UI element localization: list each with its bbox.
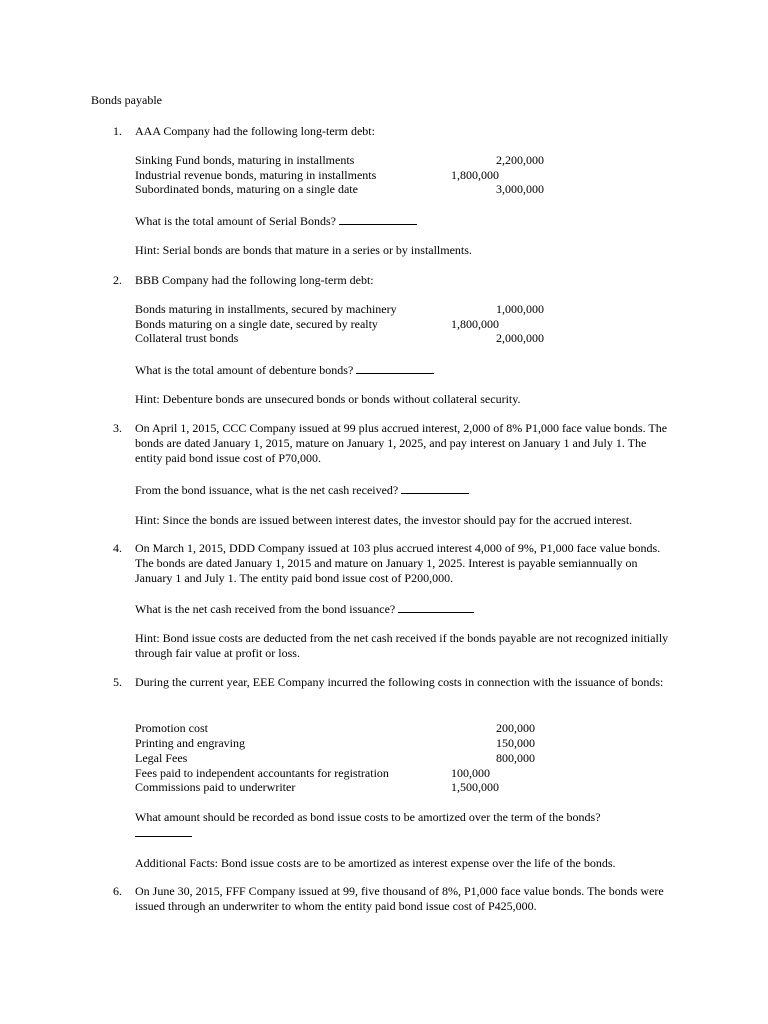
question-intro: BBB Company had the following long-term debt: <box>135 273 374 287</box>
question-number: 2. <box>113 273 122 287</box>
question-text: On April 1, 2015, CCC Company issued at 99 plus accrued interest, 2,000 of 8% P1,000 face value bonds. The bonds are dated January 1, 2015, mature on January 1, 2025, and pay interest on January 1 and July 1. The entity paid bond issue cost of P70,000. <box>135 421 668 465</box>
answer-blank <box>398 601 474 613</box>
question-text: From the bond issuance, what is the net cash received? <box>135 483 399 497</box>
cost-row-amount: 150,000 <box>496 736 535 750</box>
cost-row-label: Fees paid to independent accountants for registration <box>135 766 389 780</box>
cost-row-amount: 1,500,000 <box>451 780 499 794</box>
debt-row-label: Bonds maturing on a single date, secured by realty <box>135 317 378 331</box>
question-text: On June 30, 2015, FFF Company issued at 99, five thousand of 8%, P1,000 face value bonds. The bonds were issued through an underwriter to whom the entity paid bond issue cost of P425,000. <box>135 884 664 913</box>
question-prompt <box>135 601 474 617</box>
debt-row-label: Industrial revenue bonds, maturing in installments <box>135 168 377 182</box>
question-number: 6. <box>113 884 122 898</box>
cost-row-amount: 800,000 <box>496 751 535 765</box>
additional-facts: Additional Facts: Bond issue costs are to be amortized as interest expense over the life of the bonds. <box>135 856 616 870</box>
question-text: On March 1, 2015, DDD Company issued at 103 plus accrued interest 4,000 of 9%, P1,000 face value bonds. The bonds are dated January 1, 2015 and mature on January 1, 2025. Interest is payable semiannually on January 1 and July 1. The entity paid bond issue cost of P200,000. <box>135 541 661 585</box>
debt-row-label: Bonds maturing in installments, secured by machinery <box>135 302 397 316</box>
answer-blank <box>135 825 192 841</box>
debt-row-amount: 3,000,000 <box>496 182 544 196</box>
question-number: 5. <box>113 675 122 689</box>
question-text: What is the total amount of debenture bonds? <box>135 363 354 377</box>
question-prompt <box>135 362 434 378</box>
debt-row-amount: 2,000,000 <box>496 331 544 345</box>
cost-row-label: Promotion cost <box>135 721 209 735</box>
answer-blank <box>339 213 417 225</box>
answer-blank <box>356 362 434 374</box>
question-number: 1. <box>113 124 122 138</box>
debt-row-amount: 1,800,000 <box>451 168 499 182</box>
question-prompt <box>135 482 469 498</box>
debt-row-label: Sinking Fund bonds, maturing in installments <box>135 153 355 167</box>
debt-row-amount: 1,000,000 <box>496 302 544 316</box>
cost-row-label: Printing and engraving <box>135 736 245 750</box>
cost-row-label: Legal Fees <box>135 751 188 765</box>
question-number: 3. <box>113 421 122 435</box>
question-intro: AAA Company had the following long-term debt: <box>135 124 375 138</box>
hint-text: Hint: Since the bonds are issued between interest dates, the investor should pay for the accrued interest. <box>135 513 633 527</box>
cost-row-amount: 100,000 <box>451 766 490 780</box>
document-title: Bonds payable <box>91 93 162 107</box>
question-text: What is the net cash received from the bond issuance? <box>135 602 396 616</box>
question-prompt <box>135 213 417 229</box>
question-prompt: What amount should be recorded as bond issue costs to be amortized over the term of the bonds? <box>135 810 601 824</box>
question-text: What is the total amount of Serial Bonds? <box>135 214 336 228</box>
hint-text: Hint: Bond issue costs are deducted from the net cash received if the bonds payable are not recognized initially through fair value at profit or loss. <box>135 631 669 660</box>
debt-row-label: Collateral trust bonds <box>135 331 239 345</box>
cost-row-label: Commissions paid to underwriter <box>135 780 296 794</box>
debt-row-label: Subordinated bonds, maturing on a single date <box>135 182 358 196</box>
answer-blank <box>401 482 469 494</box>
hint-text: Hint: Debenture bonds are unsecured bonds or bonds without collateral security. <box>135 392 521 406</box>
hint-text: Hint: Serial bonds are bonds that mature in a series or by installments. <box>135 243 472 257</box>
cost-row-amount: 200,000 <box>496 721 535 735</box>
debt-row-amount: 1,800,000 <box>451 317 499 331</box>
debt-row-amount: 2,200,000 <box>496 153 544 167</box>
question-text: During the current year, EEE Company incurred the following costs in connection with the issuance of bonds: <box>135 675 664 689</box>
question-number: 4. <box>113 541 122 555</box>
